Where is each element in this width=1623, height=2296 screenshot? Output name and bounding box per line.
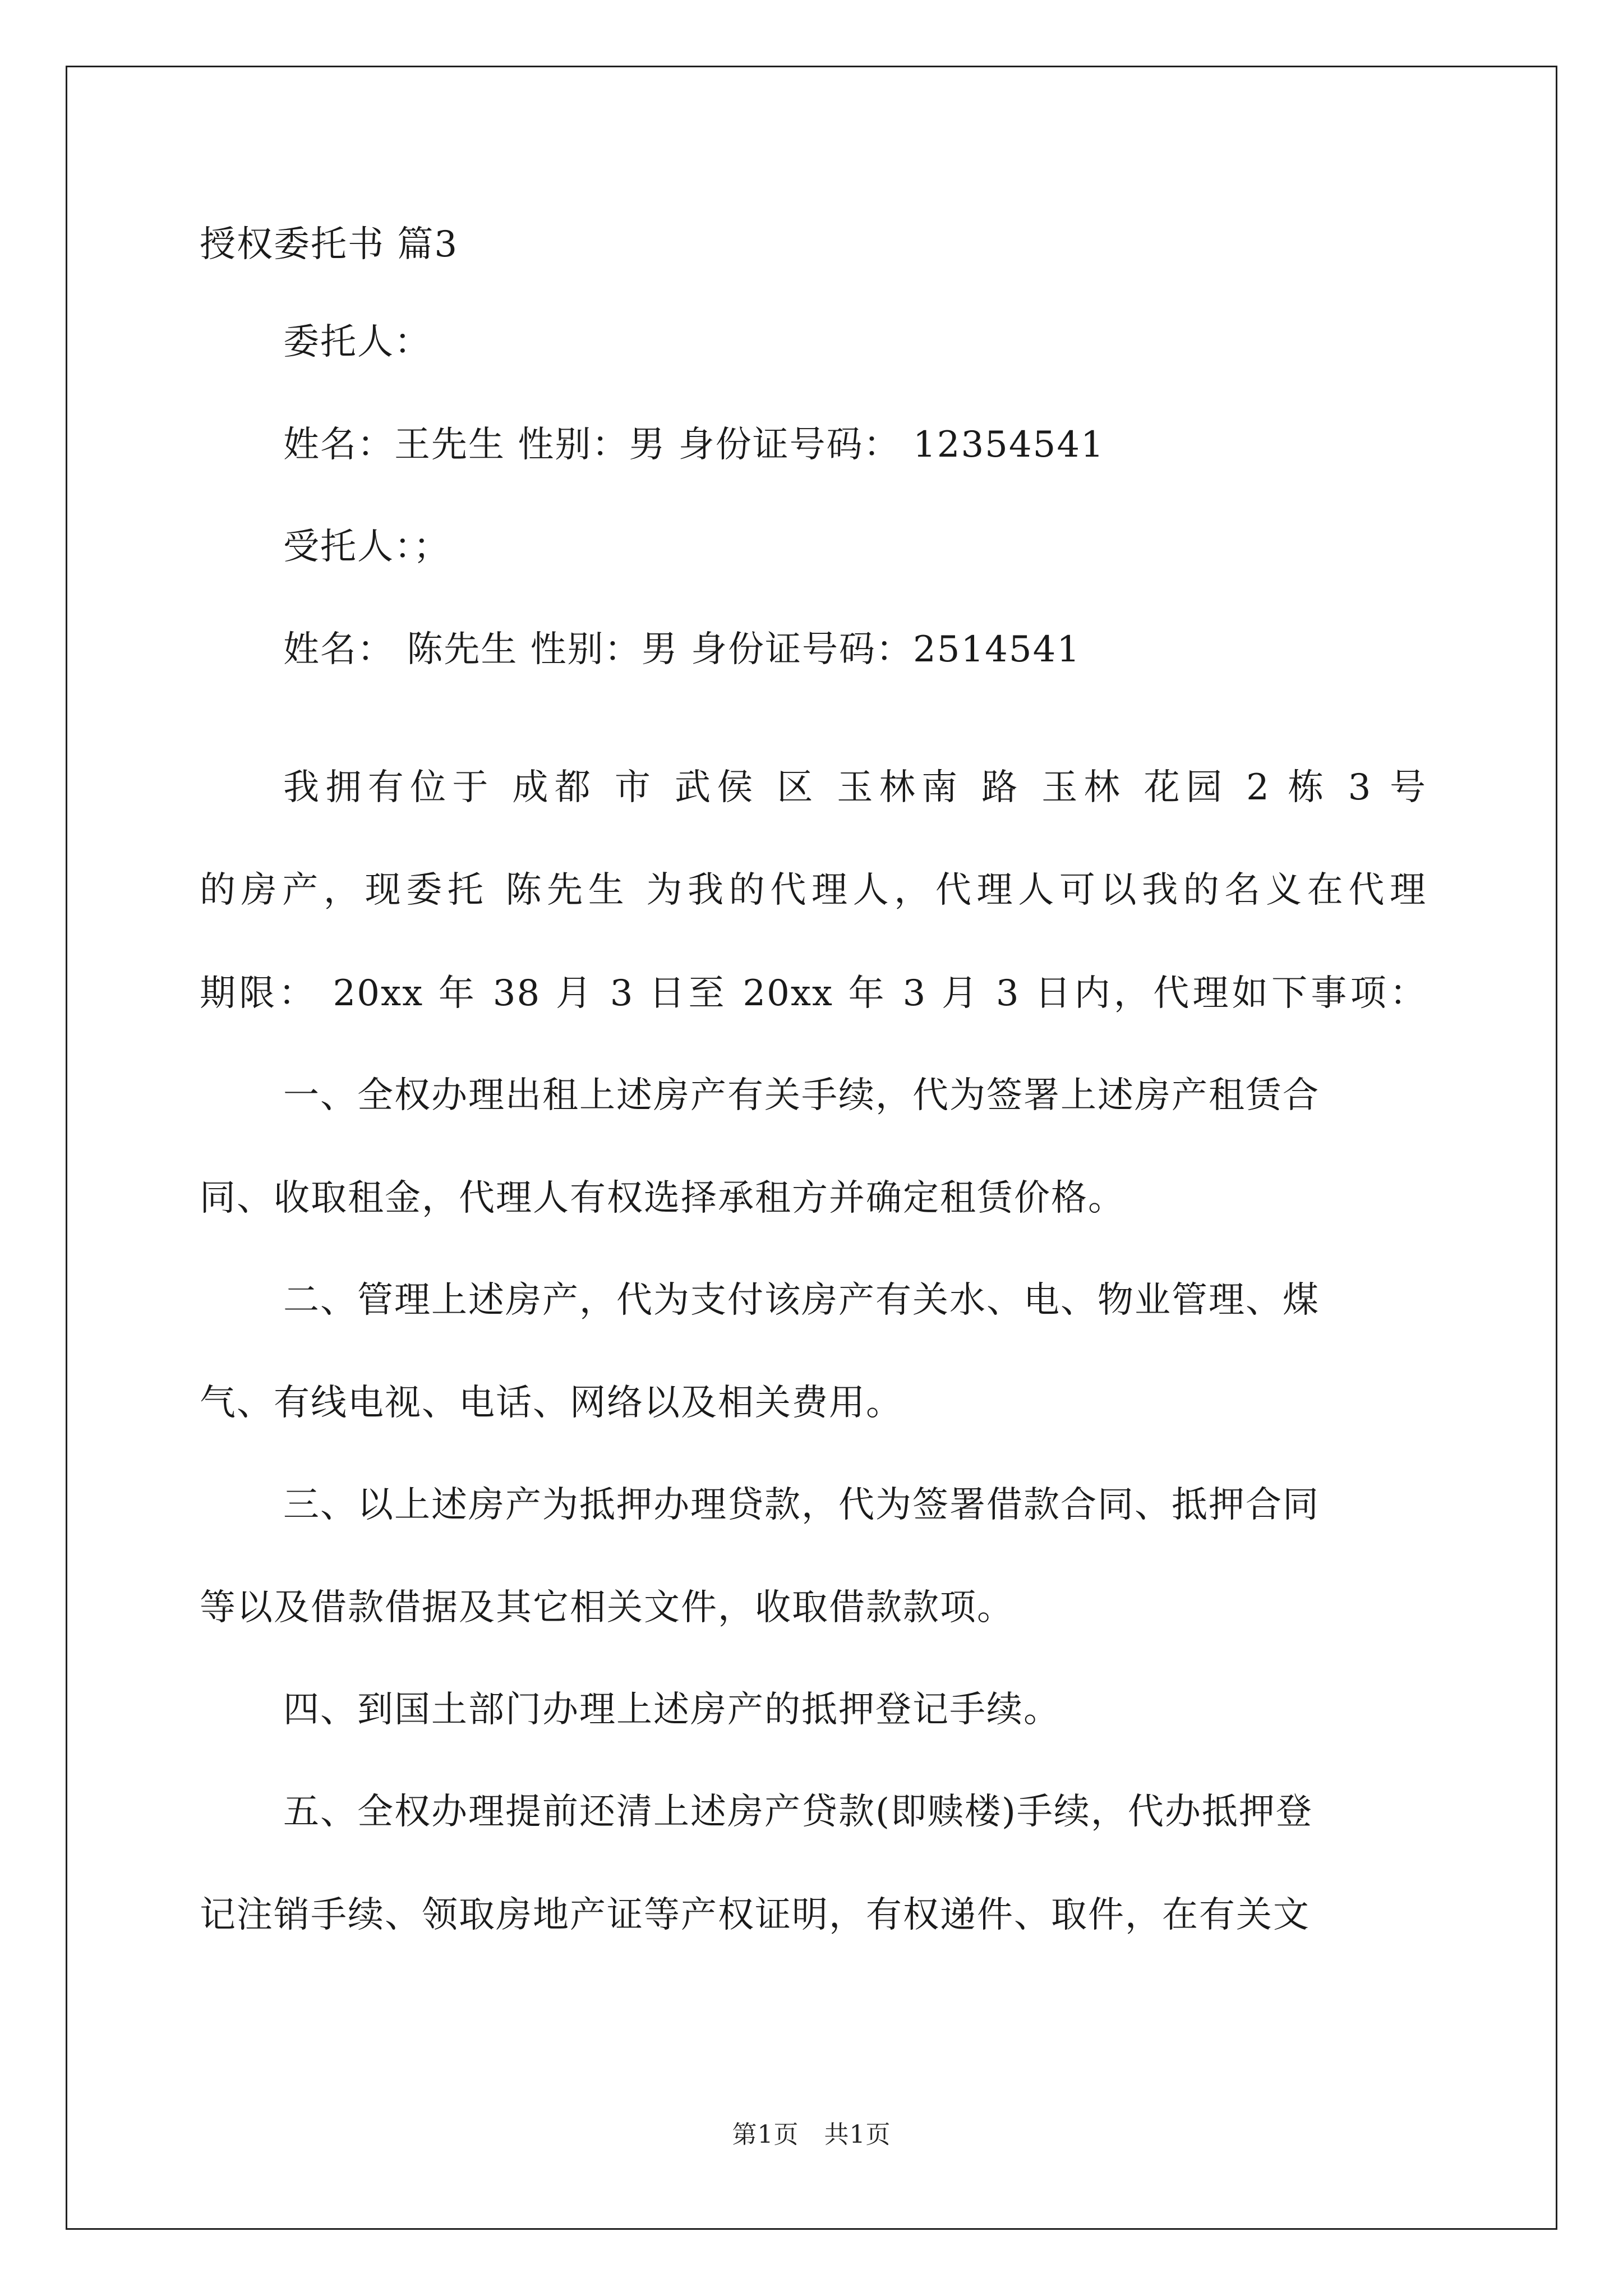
item-5-line-1: 五、全权办理提前还清上述房产贷款(即赎楼)手续，代办抵押登 — [283, 1791, 1313, 1833]
item-5-line-2: 记注销手续、领取房地产证等产权证明，有权递件、取件，在有关文 — [200, 1894, 1310, 1936]
item-1-line-2: 同、收取租金，代理人有权选择承租方并确定租赁价格。 — [200, 1177, 1125, 1219]
document-title: 授权委托书 篇3 — [200, 224, 459, 265]
agent-details: 姓名： 陈先生 性别：男 身份证号码：2514541 — [283, 629, 1081, 670]
property-paragraph-line-3: 期限： 20xx 年 38 月 3 日至 20xx 年 3 月 3 日内，代理如下事项： — [200, 973, 1427, 1014]
property-paragraph-line-2: 的房产，现委托 陈先生 为我的代理人，代理人可以我的名义在代理 — [200, 869, 1427, 911]
principal-heading: 委托人： — [283, 321, 431, 363]
item-1-line-1: 一、全权办理出租上述房产有关手续，代为签署上述房产租赁合 — [283, 1075, 1320, 1116]
item-2-line-1: 二、管理上述房产，代为支付该房产有关水、电、物业管理、煤 — [283, 1280, 1320, 1321]
page-number-footer: 第1页 共1页 — [732, 2120, 891, 2149]
item-3-line-1: 三、以上述房产为抵押办理贷款，代为签署借款合同、抵押合同 — [283, 1484, 1320, 1526]
agent-heading: 受托人：； — [283, 526, 450, 568]
item-3-line-2: 等以及借款借据及其它相关文件，收取借款款项。 — [200, 1587, 1014, 1628]
principal-details: 姓名：王先生 性别：男 身份证号码： 12354541 — [283, 424, 1105, 466]
property-paragraph-line-1: 我拥有位于 成都 市 武侯 区 玉林南 路 玉林 花园 2 栋 3 号 — [283, 767, 1427, 808]
item-4-line-1: 四、到国土部门办理上述房产的抵押登记手续。 — [283, 1689, 1061, 1731]
item-2-line-2: 气、有线电视、电话、网络以及相关费用。 — [200, 1382, 903, 1424]
